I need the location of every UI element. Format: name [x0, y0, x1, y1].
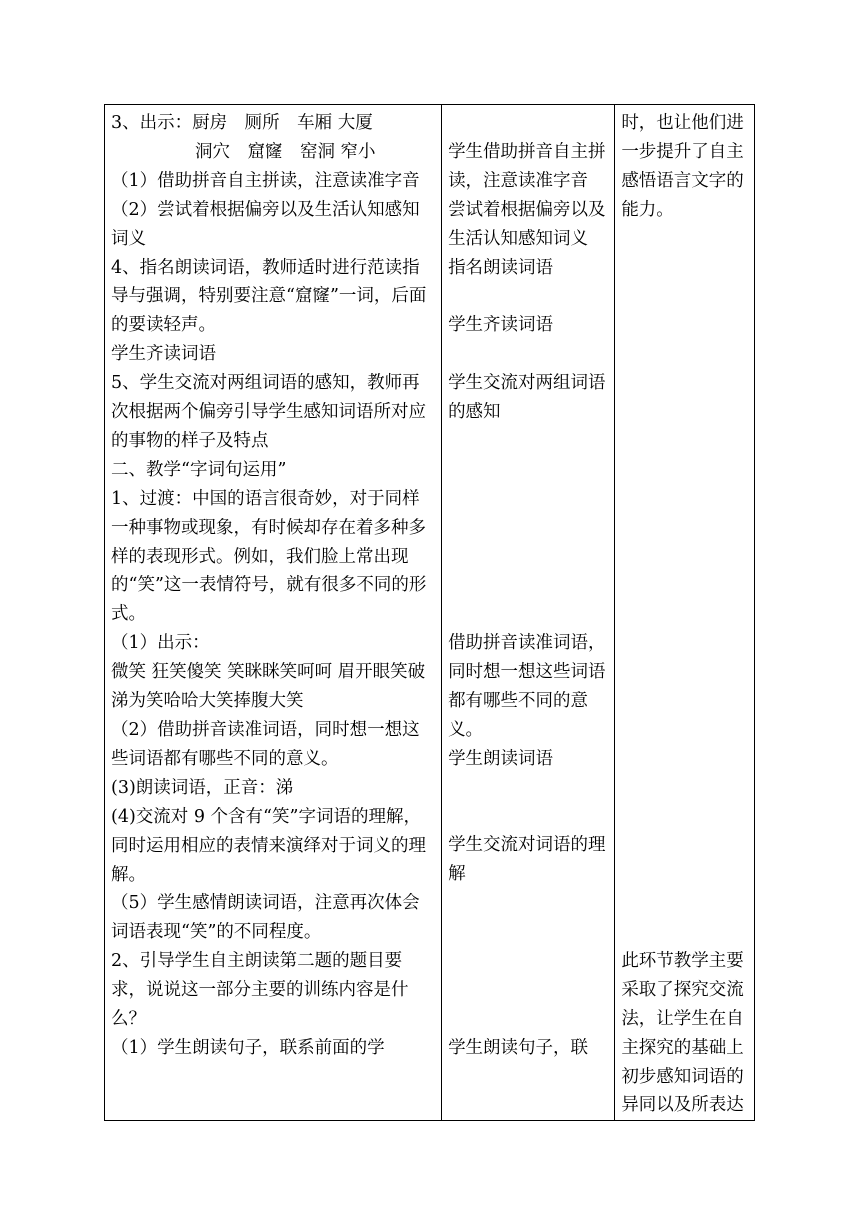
teacher-line: 洞穴 窟窿 窑洞 窄小 [195, 141, 376, 162]
table-row [105, 105, 755, 1121]
teacher-line: 1、过渡：中国的语言很奇妙，对于同样一种事物或现象，有时候却存在着多种多样的表现形式。例如，我们脸上常出现的“笑”这一表情符号，就有很多不同的形式。 [111, 488, 427, 625]
student-line: 学生朗读句子，联 [448, 1037, 589, 1058]
teacher-line: （1）借助拼音自主拼读，注意读准字音 [111, 170, 420, 191]
student-line: 尝试着根据偏旁以及生活认知感知词义 [448, 199, 606, 249]
teacher-activity-cell [105, 105, 442, 1121]
student-line: 学生齐读词语 [448, 315, 554, 336]
student-line: 学生交流对两组词语的感知 [448, 373, 606, 423]
intent-line: 时，也让他们进一步提升了自主感悟语言文字的能力。 [621, 113, 744, 220]
teacher-line: 2、引导学生自主朗读第二题的题目要求，说说这一部分主要的训练内容是什么？ [111, 951, 409, 1030]
teacher-line: 3、出示：厨房 厕所 车厢 大厦 [111, 113, 373, 133]
teacher-line: （1）出示： [111, 633, 210, 654]
student-line: 学生朗读词语 [448, 748, 554, 769]
intent-line: 此环节教学主要采取了探究交流法，让学生在自主探究的基础上初步感知词语的异同以及所表达 [621, 950, 744, 1116]
student-line: 学生交流对词语的理解 [448, 835, 606, 885]
teacher-line: （2）借助拼音读准词语，同时想一想这些词语都有哪些不同的意义。 [111, 720, 420, 769]
teacher-line: （2）尝试着根据偏旁以及生活认知感知词义 [111, 199, 420, 249]
student-line: 借助拼音读准词语，同时想一想这些词语都有哪些不同的意义。 [448, 633, 606, 740]
teacher-line: （1）学生朗读句子，联系前面的学 [111, 1037, 385, 1058]
teacher-line: （5）学生感情朗读词语，注意再次体会词语表现“笑”的不同程度。 [111, 893, 420, 943]
design-intent-cell [615, 105, 755, 1121]
student-line: 学生借助拼音自主拼读，注意读准字音 [448, 141, 606, 191]
teacher-line: (4)交流对 9 个含有“笑”字词语的理解，同时运用相应的表情来演绎对于词义的理解。 [111, 806, 426, 885]
student-line: 指名朗读词语 [448, 257, 554, 278]
teacher-line: (3)朗读词语，正音：涕 [111, 777, 294, 798]
section-heading: 二、教学“字词句运用” [111, 459, 287, 480]
teacher-line: 5、学生交流对两组词语的感知，教师再次根据两个偏旁引导学生感知词语所对应的事物的样子及特点 [111, 373, 426, 451]
teacher-line: 学生齐读词语 [111, 344, 216, 365]
teacher-line: 4、指名朗读词语，教师适时进行范读指导与强调，特别要注意“窟窿”一词，后面的要读轻声。 [111, 257, 427, 336]
lesson-plan-table [104, 104, 755, 1121]
student-activity-cell [442, 105, 615, 1121]
teacher-line: 微笑 狂笑傻笑 笑眯眯笑呵呵 眉开眼笑破涕为笑哈哈大笑捧腹大笑 [111, 662, 426, 712]
